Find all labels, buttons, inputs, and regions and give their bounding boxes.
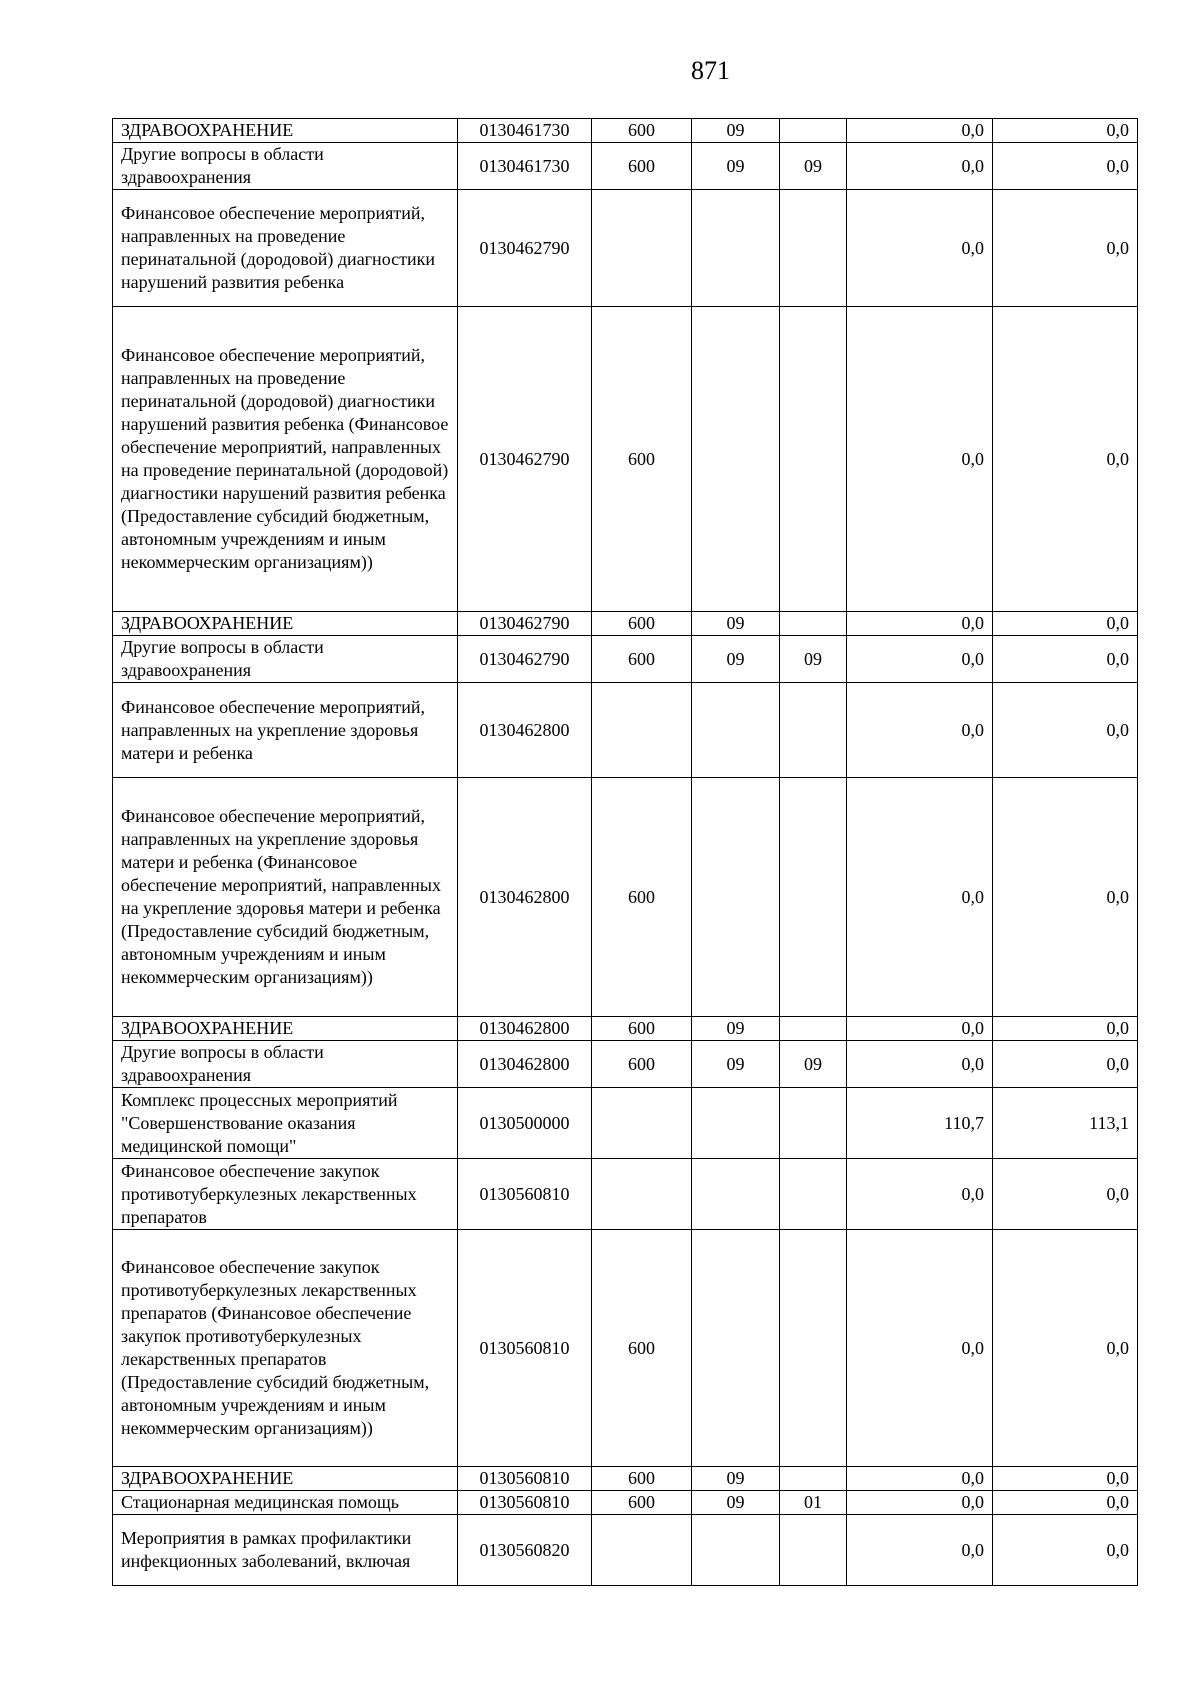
row-section-cell xyxy=(692,1515,780,1586)
row-subsection-cell xyxy=(780,1159,847,1230)
row-sum-year1-cell: 0,0 xyxy=(847,143,993,190)
row-expense-type-cell: 600 xyxy=(592,143,692,190)
row-sum-year2-cell: 0,0 xyxy=(993,1159,1138,1230)
row-sum-year1-cell: 0,0 xyxy=(847,683,993,778)
row-name-cell: ЗДРАВООХРАНЕНИЕ xyxy=(113,612,458,636)
table-row xyxy=(113,1491,1138,1515)
row-subsection-cell xyxy=(780,307,847,612)
row-expense-type-cell xyxy=(592,1515,692,1586)
row-sum-year1-cell: 0,0 xyxy=(847,1041,993,1088)
row-code-cell: 0130560810 xyxy=(458,1491,592,1515)
row-sum-year1-cell: 0,0 xyxy=(847,119,993,143)
row-code-cell: 0130461730 xyxy=(458,143,592,190)
row-sum-year2-cell: 0,0 xyxy=(993,778,1138,1017)
table-row xyxy=(113,1467,1138,1491)
row-name-cell: ЗДРАВООХРАНЕНИЕ xyxy=(113,1017,458,1041)
row-sum-year2-cell: 0,0 xyxy=(993,636,1138,683)
table-row xyxy=(113,1041,1138,1088)
row-sum-year1-cell: 0,0 xyxy=(847,778,993,1017)
row-section-cell: 09 xyxy=(692,1467,780,1491)
budget-table-body xyxy=(113,119,1138,1586)
table-row xyxy=(113,1088,1138,1159)
row-sum-year2-cell: 0,0 xyxy=(993,683,1138,778)
row-code-cell: 0130560820 xyxy=(458,1515,592,1586)
table-row xyxy=(113,778,1138,1017)
row-section-cell: 09 xyxy=(692,143,780,190)
budget-table xyxy=(112,118,1138,1586)
row-name-cell: Финансовое обеспечение закупок противотуберкулезных лекарственных препаратов (Финансовое обеспечение закупок противотуберкулезных лекарственных препаратов (Предоставление субсидий бюджетным, автономным учреждениям и иным некоммерческим организациям)) xyxy=(113,1230,458,1467)
row-sum-year2-cell: 0,0 xyxy=(993,143,1138,190)
row-sum-year2-cell: 0,0 xyxy=(993,1041,1138,1088)
row-expense-type-cell xyxy=(592,1159,692,1230)
row-section-cell xyxy=(692,683,780,778)
row-code-cell: 0130462790 xyxy=(458,190,592,307)
row-name-cell: Финансовое обеспечение мероприятий, направленных на укрепление здоровья матери и ребенка (Финансовое обеспечение мероприятий, направленных на укрепление здоровья матери и ребенка (Предоставление субсидий бюджетным, автономным учреждениям и иным некоммерческим организациям)) xyxy=(113,778,458,1017)
row-sum-year1-cell: 0,0 xyxy=(847,636,993,683)
row-subsection-cell: 09 xyxy=(780,143,847,190)
row-section-cell xyxy=(692,778,780,1017)
row-expense-type-cell xyxy=(592,190,692,307)
row-subsection-cell xyxy=(780,190,847,307)
row-expense-type-cell: 600 xyxy=(592,778,692,1017)
row-code-cell: 0130462790 xyxy=(458,636,592,683)
row-expense-type-cell: 600 xyxy=(592,612,692,636)
table-row xyxy=(113,636,1138,683)
page-number: 871 xyxy=(691,56,730,85)
row-sum-year1-cell: 0,0 xyxy=(847,1159,993,1230)
row-expense-type-cell xyxy=(592,683,692,778)
row-sum-year1-cell: 0,0 xyxy=(847,1515,993,1586)
row-name-cell: Мероприятия в рамках профилактики инфекционных заболеваний, включая xyxy=(113,1515,458,1586)
table-row xyxy=(113,1159,1138,1230)
row-sum-year2-cell: 0,0 xyxy=(993,1515,1138,1586)
row-section-cell xyxy=(692,1159,780,1230)
row-code-cell: 0130560810 xyxy=(458,1230,592,1467)
row-subsection-cell xyxy=(780,612,847,636)
table-row xyxy=(113,683,1138,778)
row-subsection-cell xyxy=(780,119,847,143)
row-sum-year1-cell: 0,0 xyxy=(847,190,993,307)
table-row xyxy=(113,1017,1138,1041)
table-row xyxy=(113,612,1138,636)
row-code-cell: 0130462800 xyxy=(458,778,592,1017)
row-subsection-cell xyxy=(780,778,847,1017)
row-sum-year2-cell: 0,0 xyxy=(993,1017,1138,1041)
table-row xyxy=(113,1515,1138,1586)
row-subsection-cell: 01 xyxy=(780,1491,847,1515)
row-sum-year1-cell: 0,0 xyxy=(847,307,993,612)
row-subsection-cell xyxy=(780,683,847,778)
row-name-cell: ЗДРАВООХРАНЕНИЕ xyxy=(113,119,458,143)
row-sum-year2-cell: 0,0 xyxy=(993,119,1138,143)
row-sum-year1-cell: 0,0 xyxy=(847,1230,993,1467)
row-subsection-cell xyxy=(780,1230,847,1467)
row-subsection-cell xyxy=(780,1467,847,1491)
row-sum-year1-cell: 0,0 xyxy=(847,612,993,636)
row-name-cell: Комплекс процессных мероприятий "Совершенствование оказания медицинской помощи" xyxy=(113,1088,458,1159)
row-section-cell: 09 xyxy=(692,612,780,636)
row-sum-year2-cell: 113,1 xyxy=(993,1088,1138,1159)
row-code-cell: 0130462800 xyxy=(458,1041,592,1088)
row-name-cell: ЗДРАВООХРАНЕНИЕ xyxy=(113,1467,458,1491)
row-sum-year1-cell: 110,7 xyxy=(847,1088,993,1159)
row-section-cell xyxy=(692,307,780,612)
row-subsection-cell xyxy=(780,1088,847,1159)
row-sum-year1-cell: 0,0 xyxy=(847,1467,993,1491)
table-row xyxy=(113,1230,1138,1467)
table-row xyxy=(113,307,1138,612)
row-expense-type-cell: 600 xyxy=(592,1491,692,1515)
row-code-cell: 0130462790 xyxy=(458,612,592,636)
row-subsection-cell: 09 xyxy=(780,1041,847,1088)
row-name-cell: Финансовое обеспечение мероприятий, направленных на проведение перинатальной (дородовой) диагностики нарушений развития ребенка xyxy=(113,190,458,307)
row-name-cell: Другие вопросы в области здравоохранения xyxy=(113,143,458,190)
row-expense-type-cell xyxy=(592,1088,692,1159)
row-sum-year2-cell: 0,0 xyxy=(993,1230,1138,1467)
row-subsection-cell xyxy=(780,1017,847,1041)
row-expense-type-cell: 600 xyxy=(592,1017,692,1041)
row-code-cell: 0130462790 xyxy=(458,307,592,612)
row-expense-type-cell: 600 xyxy=(592,636,692,683)
row-sum-year1-cell: 0,0 xyxy=(847,1491,993,1515)
row-subsection-cell xyxy=(780,1515,847,1586)
row-subsection-cell: 09 xyxy=(780,636,847,683)
row-code-cell: 0130560810 xyxy=(458,1467,592,1491)
row-sum-year2-cell: 0,0 xyxy=(993,190,1138,307)
table-row xyxy=(113,143,1138,190)
row-sum-year2-cell: 0,0 xyxy=(993,1491,1138,1515)
row-sum-year2-cell: 0,0 xyxy=(993,1467,1138,1491)
row-code-cell: 0130462800 xyxy=(458,683,592,778)
row-expense-type-cell: 600 xyxy=(592,119,692,143)
row-name-cell: Другие вопросы в области здравоохранения xyxy=(113,1041,458,1088)
row-section-cell xyxy=(692,190,780,307)
row-name-cell: Финансовое обеспечение мероприятий, направленных на проведение перинатальной (дородовой) диагностики нарушений развития ребенка (Финансовое обеспечение мероприятий, направленных на проведение перинатальной (дородовой) диагностики нарушений развития ребенка (Предоставление субсидий бюджетным, автономным учреждениям и иным некоммерческим организациям)) xyxy=(113,307,458,612)
row-expense-type-cell: 600 xyxy=(592,1041,692,1088)
row-expense-type-cell: 600 xyxy=(592,307,692,612)
row-section-cell xyxy=(692,1088,780,1159)
row-section-cell: 09 xyxy=(692,1491,780,1515)
row-name-cell: Стационарная медицинская помощь xyxy=(113,1491,458,1515)
row-code-cell: 0130461730 xyxy=(458,119,592,143)
row-name-cell: Другие вопросы в области здравоохранения xyxy=(113,636,458,683)
row-name-cell: Финансовое обеспечение закупок противотуберкулезных лекарственных препаратов xyxy=(113,1159,458,1230)
row-section-cell: 09 xyxy=(692,1041,780,1088)
row-section-cell: 09 xyxy=(692,119,780,143)
row-sum-year1-cell: 0,0 xyxy=(847,1017,993,1041)
row-name-cell: Финансовое обеспечение мероприятий, направленных на укрепление здоровья матери и ребенка xyxy=(113,683,458,778)
table-row xyxy=(113,119,1138,143)
row-code-cell: 0130500000 xyxy=(458,1088,592,1159)
row-code-cell: 0130560810 xyxy=(458,1159,592,1230)
row-section-cell: 09 xyxy=(692,636,780,683)
table-row xyxy=(113,190,1138,307)
row-expense-type-cell: 600 xyxy=(592,1467,692,1491)
row-sum-year2-cell: 0,0 xyxy=(993,307,1138,612)
row-section-cell xyxy=(692,1230,780,1467)
row-expense-type-cell: 600 xyxy=(592,1230,692,1467)
row-section-cell: 09 xyxy=(692,1017,780,1041)
row-code-cell: 0130462800 xyxy=(458,1017,592,1041)
row-sum-year2-cell: 0,0 xyxy=(993,612,1138,636)
